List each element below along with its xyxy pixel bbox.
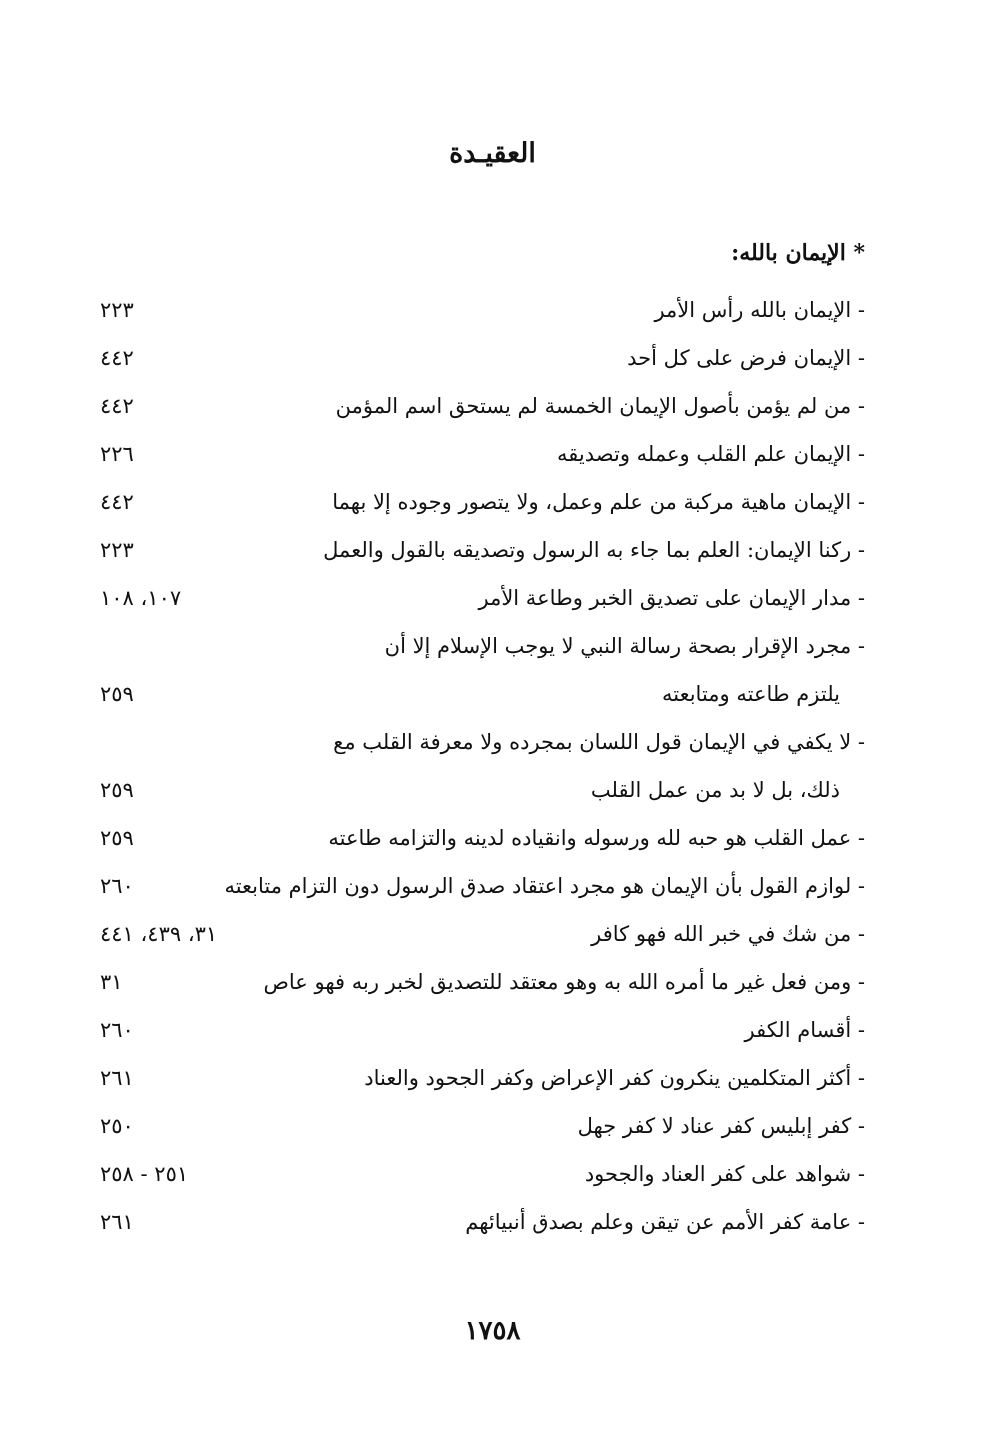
entry-page-reference: ٤٤٢ xyxy=(100,394,134,418)
entry-page-reference: ٢٢٣ xyxy=(100,538,134,562)
page-number: ١٧٥٨ xyxy=(464,1316,521,1346)
entry-page-reference: ٤٤٢ xyxy=(100,346,134,370)
entry-text: - مجرد الإقرار بصحة رسالة النبي لا يوجب الإسلام إلا أن xyxy=(384,634,865,658)
entry-page-reference: ٢٦١ xyxy=(100,1066,134,1090)
entry-text: - من شك في خبر الله فهو كافر xyxy=(591,922,865,946)
entry-text: - أقسام الكفر xyxy=(744,1018,865,1042)
entry-page-reference: ٢٢٦ xyxy=(100,442,134,466)
entry-text: - لا يكفي في الإيمان قول اللسان بمجرده ولا معرفة القلب مع xyxy=(333,730,865,754)
entry-page-reference: ٣١، ٤٣٩، ٤٤١ xyxy=(100,922,218,946)
index-entry xyxy=(100,1006,865,1054)
index-entry xyxy=(100,1150,865,1198)
entry-page-reference: ٢٥١ - ٢٥٨ xyxy=(100,1162,189,1186)
index-entry xyxy=(100,430,865,478)
index-entry xyxy=(100,862,865,910)
index-entry xyxy=(100,526,865,574)
entry-text: - شواهد على كفر العناد والجحود xyxy=(584,1162,865,1186)
entry-text: - الإيمان فرض على كل أحد xyxy=(627,346,865,370)
index-entry xyxy=(100,814,865,862)
index-entry xyxy=(100,1102,865,1150)
index-entry xyxy=(100,1054,865,1102)
entry-page-reference: ١٠٧، ١٠٨ xyxy=(100,586,182,610)
entry-page-reference: ٢٦٠ xyxy=(100,874,134,898)
index-entry xyxy=(100,574,865,622)
entry-page-reference: ٢٥٩ xyxy=(100,682,134,706)
index-entry xyxy=(100,334,865,382)
index-entry xyxy=(100,286,865,334)
index-entries xyxy=(100,286,865,1246)
index-entry xyxy=(100,478,865,526)
entry-page-reference: ٢٦١ xyxy=(100,1210,134,1234)
section-heading: * الإيمان بالله: xyxy=(731,240,865,266)
entry-text: - ركنا الإيمان: العلم بما جاء به الرسول وتصديقه بالقول والعمل xyxy=(323,538,865,562)
entry-text: - عامة كفر الأمم عن تيقن وعلم بصدق أنبيائهم xyxy=(465,1210,865,1234)
index-entry xyxy=(100,382,865,430)
entry-page-reference: ٢٦٠ xyxy=(100,1018,134,1042)
index-entry xyxy=(100,622,865,718)
entry-text: - أكثر المتكلمين ينكرون كفر الإعراض وكفر الجحود والعناد xyxy=(364,1066,865,1090)
entry-page-reference: ٤٤٢ xyxy=(100,490,134,514)
entry-text: - ومن فعل غير ما أمره الله به وهو معتقد للتصديق لخبر ربه فهو عاص xyxy=(263,970,865,994)
entry-text-continuation: يلتزم طاعته ومتابعته xyxy=(661,682,840,706)
entry-text: - من لم يؤمن بأصول الإيمان الخمسة لم يستحق اسم المؤمن xyxy=(335,394,865,418)
entry-page-reference: ٢٥٠ xyxy=(100,1114,134,1138)
entry-text: - عمل القلب هو حبه لله ورسوله وانقياده لدينه والتزامه طاعته xyxy=(328,826,865,850)
index-entry xyxy=(100,910,865,958)
entry-text: - لوازم القول بأن الإيمان هو مجرد اعتقاد صدق الرسول دون التزام متابعته xyxy=(224,874,865,898)
entry-page-reference: ٢٥٩ xyxy=(100,826,134,850)
entry-text: - كفر إبليس كفر عناد لا كفر جهل xyxy=(577,1114,865,1138)
entry-text: - مدار الإيمان على تصديق الخبر وطاعة الأمر xyxy=(478,586,865,610)
entry-page-reference: ٣١ xyxy=(100,970,123,994)
entry-text-continuation: ذلك، بل لا بد من عمل القلب xyxy=(590,778,840,802)
entry-text: - الإيمان بالله رأس الأمر xyxy=(654,298,865,322)
index-entry xyxy=(100,718,865,814)
entry-text: - الإيمان ماهية مركبة من علم وعمل، ولا يتصور وجوده إلا بهما xyxy=(332,490,865,514)
index-entry xyxy=(100,1198,865,1246)
entry-text: - الإيمان علم القلب وعمله وتصديقه xyxy=(557,442,865,466)
entry-page-reference: ٢٥٩ xyxy=(100,778,134,802)
index-entry xyxy=(100,958,865,1006)
entry-page-reference: ٢٢٣ xyxy=(100,298,134,322)
page-title: العقيـدة xyxy=(449,138,536,169)
